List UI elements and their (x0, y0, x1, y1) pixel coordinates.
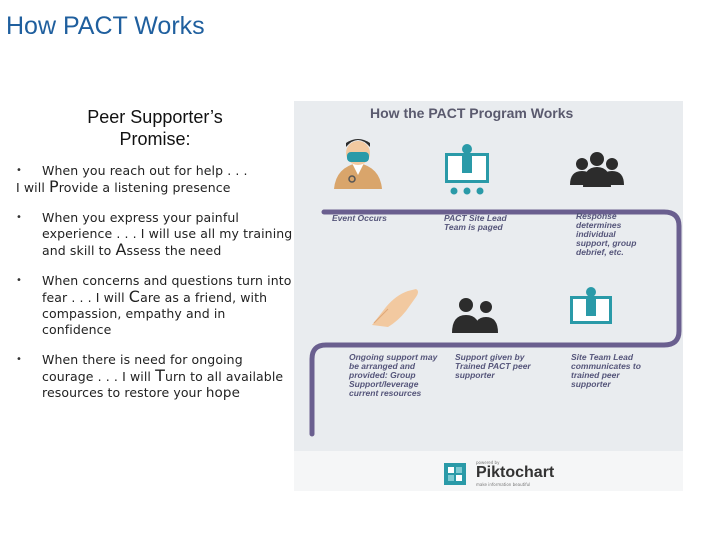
promise-item-text: are as a friend, with compassion, empathy and in confidence (42, 290, 268, 337)
slide-title: How PACT Works (6, 12, 205, 40)
promise-heading-line2: Promise: (119, 129, 191, 149)
promise-item (16, 163, 296, 196)
promise-list (16, 163, 296, 401)
promise-item-text: ssess the need (126, 243, 222, 258)
bullet-dot: • (16, 354, 22, 365)
promise-item (16, 352, 296, 401)
promise-initial-a: A (115, 240, 127, 259)
step-label: Support given by Trained PACT peer supporter (455, 352, 531, 380)
presenter-icon (570, 287, 612, 324)
infographic-footer (294, 451, 683, 491)
bullet-dot: • (16, 275, 22, 286)
piktochart-logo-text: Piktochart (476, 464, 555, 481)
promise-heading-line1: Peer Supporter’s (87, 107, 223, 127)
promise-item-text: When there is need for ongoing courage . . . I will (42, 352, 243, 384)
promise-item-line2 (16, 179, 296, 196)
piktochart-logo-icon (444, 463, 466, 485)
promise-heading (55, 106, 255, 150)
powered-by-text: powered by (476, 460, 500, 465)
group-icon (570, 152, 624, 187)
infographic-graphics (294, 101, 683, 491)
promise-item-text: urn to all available resources to restore your (42, 369, 284, 400)
promise-item-text: When you reach out for help . . . (42, 163, 248, 178)
promise-item-text: hope (205, 385, 240, 401)
promise-item-text: rovide a listening presence (58, 180, 231, 195)
step-label: Site Team Lead communicates to trained peer supporter (571, 352, 641, 389)
promise-initial-t: T (155, 366, 165, 385)
promise-item-text: When concerns and questions turn into fear . . . I will (42, 273, 292, 305)
step-label: Ongoing support may be arranged and provided: Group Support/leverage current resources (349, 352, 438, 398)
bullet-dot: • (16, 212, 22, 223)
promise-item (16, 210, 296, 259)
hand-icon (372, 289, 418, 327)
presenter-icon (445, 144, 489, 195)
pact-program-infographic (294, 101, 683, 491)
step-label: Event Occurs (332, 213, 387, 223)
step-label: PACT Site Lead Team is paged (444, 213, 507, 232)
piktochart-tagline: make information beautiful (476, 482, 531, 487)
promise-initial-c: C (128, 287, 141, 306)
infographic-title: How the PACT Program Works (370, 105, 574, 121)
bullet-dot: • (16, 165, 22, 176)
promise-item (16, 273, 296, 338)
doctor-icon (334, 139, 382, 189)
support-pair-icon (452, 298, 498, 333)
promise-initial-p: P (48, 177, 59, 196)
promise-item-text: I will (16, 180, 49, 195)
promise-item-text: When you express your painful experience . . . I will use all my training and skill to (42, 210, 293, 258)
step-label: Response determines individual support, group debrief, etc. (576, 211, 637, 257)
